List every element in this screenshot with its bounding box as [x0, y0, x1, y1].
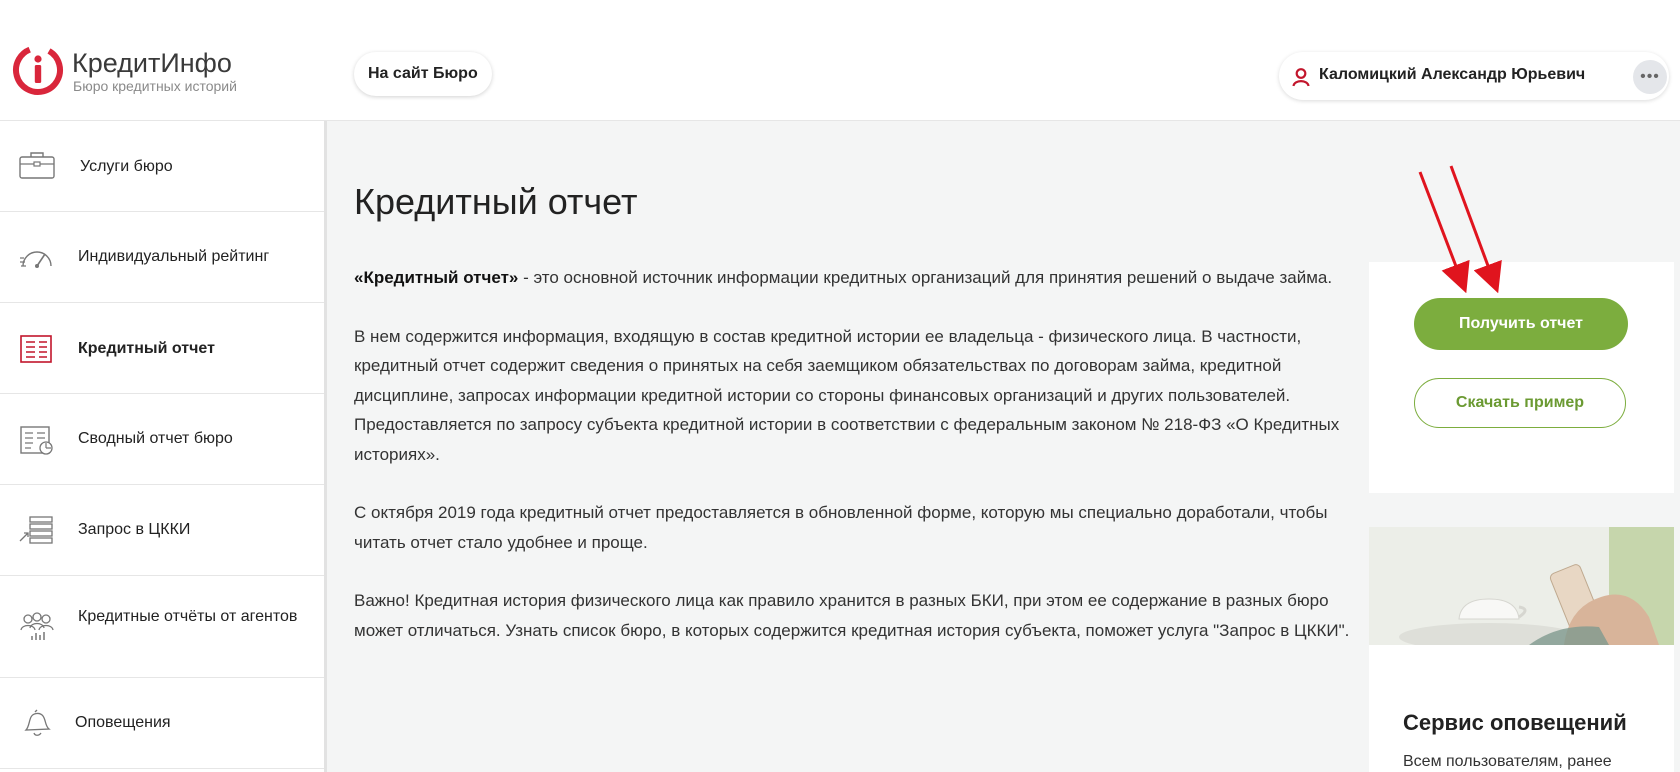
briefcase-icon	[18, 149, 56, 181]
paragraph-intro-bold: «Кредитный отчет»	[354, 268, 519, 287]
paragraph-contents: В нем содержится информация, входящую в состав кредитной истории ее владельца - физического лица. В частности, кредитный отчет содержит сведения о принятых на себя заемщиком обязательствах по договорам займа, кредитной дисциплине, запросах информации кредитной истории со стороны финансовых организаций и других пользователей. Предоставляется по запросу субъекта кредитной истории в соответствии с федеральным законом № 218-ФЗ «О Кредитных историях».	[354, 326, 1340, 464]
promo-image	[1369, 527, 1674, 645]
sidebar-item-ckki-request[interactable]	[0, 485, 324, 576]
sidebar-item-label: Услуги бюро	[80, 158, 173, 175]
sidebar-item-label: Запрос в ЦККИ	[78, 521, 191, 538]
paragraph-intro	[354, 263, 1354, 293]
download-sample-button[interactable]: Скачать пример	[1414, 378, 1626, 428]
more-options-button[interactable]: •••	[1633, 60, 1667, 94]
speedometer-icon	[18, 242, 56, 274]
logo-name: КредитИнфо	[72, 48, 232, 78]
report-description	[354, 263, 1354, 674]
page-title: Кредитный отчет	[354, 181, 638, 222]
user-icon	[1291, 67, 1311, 87]
user-name: Каломицкий Александр Юрьевич	[1319, 66, 1586, 83]
bell-icon	[18, 708, 56, 740]
logo[interactable]	[12, 44, 252, 108]
logo-subtitle: Бюро кредитных историй	[73, 78, 237, 94]
report-icon	[18, 333, 56, 365]
sidebar-item-label: Кредитный отчет	[78, 340, 215, 357]
promo-title: Сервис оповещений	[1403, 710, 1627, 735]
sidebar-item-label: Оповещения	[75, 714, 171, 731]
bookmarks-bar	[0, 0, 1680, 8]
sidebar-item-bureau-services[interactable]	[0, 121, 324, 212]
request-icon	[18, 515, 56, 547]
sidebar-item-summary-report[interactable]	[0, 394, 324, 485]
paragraph-update: С октября 2019 года кредитный отчет предоставляется в обновленной форме, которую мы специально доработали, чтобы читать отчет стало удобнее и проще.	[354, 503, 1328, 552]
site-header	[0, 8, 1680, 121]
paragraph-important: Важно! Кредитная история физического лица как правило хранится в разных БКИ, при этом ее содержание в разных бюро может отличаться. Узнать список бюро, в которых содержится кредитная история субъекта, поможет услуга "Запрос в ЦККИ".	[354, 591, 1350, 640]
sidebar-item-label: Кредитные отчёты от агентов	[78, 608, 298, 625]
sidebar-item-label: Сводный отчет бюро	[78, 430, 233, 447]
agents-icon	[18, 610, 56, 642]
sidebar-item-notifications[interactable]	[0, 678, 324, 769]
sidebar-item-label: Индивидуальный рейтинг	[78, 248, 270, 265]
get-report-button[interactable]: Получить отчет	[1414, 298, 1628, 350]
logo-icon	[12, 44, 64, 96]
sidebar	[0, 121, 327, 772]
notification-service-card[interactable]	[1369, 527, 1674, 772]
user-menu[interactable]	[1279, 52, 1669, 100]
sidebar-item-individual-rating[interactable]	[0, 212, 324, 303]
sidebar-item-agent-reports[interactable]	[0, 576, 324, 678]
summary-report-icon	[18, 424, 56, 456]
sidebar-item-credit-report[interactable]	[0, 303, 324, 394]
paragraph-intro-text: - это основной источник информации кредитных организаций для принятия решений о выдаче займа.	[518, 268, 1333, 287]
bureau-site-button[interactable]: На сайт Бюро	[354, 52, 492, 96]
promo-text: Всем пользователям, ранее	[1403, 753, 1612, 770]
phone-hand-illustration	[1369, 527, 1674, 645]
report-actions-card	[1369, 262, 1674, 493]
